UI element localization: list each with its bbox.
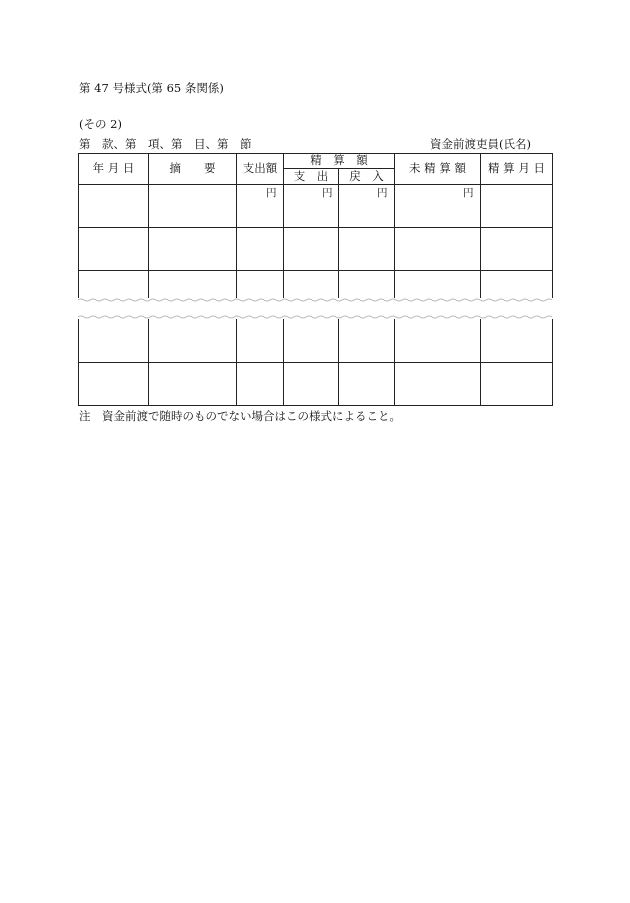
column-line	[394, 153, 395, 406]
form-subtitle: (その 2)	[79, 117, 122, 131]
header-expenditure: 支出額	[242, 161, 278, 176]
column-line	[78, 153, 79, 406]
header-refund: 戻 入	[349, 168, 384, 183]
header-date: 年 月 日	[92, 161, 135, 176]
column-line	[236, 153, 237, 406]
header-settlement-date: 精 算 月 日	[488, 161, 545, 176]
budget-classification-line: 第 款、第 項、第 目、第 節	[79, 137, 252, 151]
yen-unit-payment: 円	[322, 187, 333, 199]
yen-unit-refund: 円	[377, 187, 388, 199]
column-line	[552, 153, 553, 406]
table-bottom-border	[78, 405, 553, 406]
header-unsettled-amount: 未 精 算 額	[409, 161, 466, 176]
header-payment: 支 出	[293, 168, 329, 183]
column-line	[338, 168, 339, 406]
column-line	[480, 153, 481, 406]
advance-officer-name-label: 資金前渡吏員(氏名)	[430, 137, 531, 151]
yen-unit-expenditure: 円	[266, 187, 277, 199]
header-settlement-amount: 精 算 額	[310, 153, 368, 168]
form-title: 第 47 号様式(第 65 条関係)	[79, 81, 224, 95]
yen-unit-unsettled: 円	[463, 187, 474, 199]
row-divider	[78, 270, 553, 271]
row-divider	[78, 227, 553, 228]
header-bottom-border	[78, 184, 553, 185]
row-divider	[78, 362, 553, 363]
header-summary: 摘 要	[169, 161, 216, 176]
form-note: 注 資金前渡で随時のものでない場合はこの様式によること。	[79, 409, 401, 423]
column-line	[148, 153, 149, 406]
table-omission-break	[78, 298, 553, 319]
wavy-break-lines	[78, 298, 553, 319]
column-line	[283, 153, 284, 406]
